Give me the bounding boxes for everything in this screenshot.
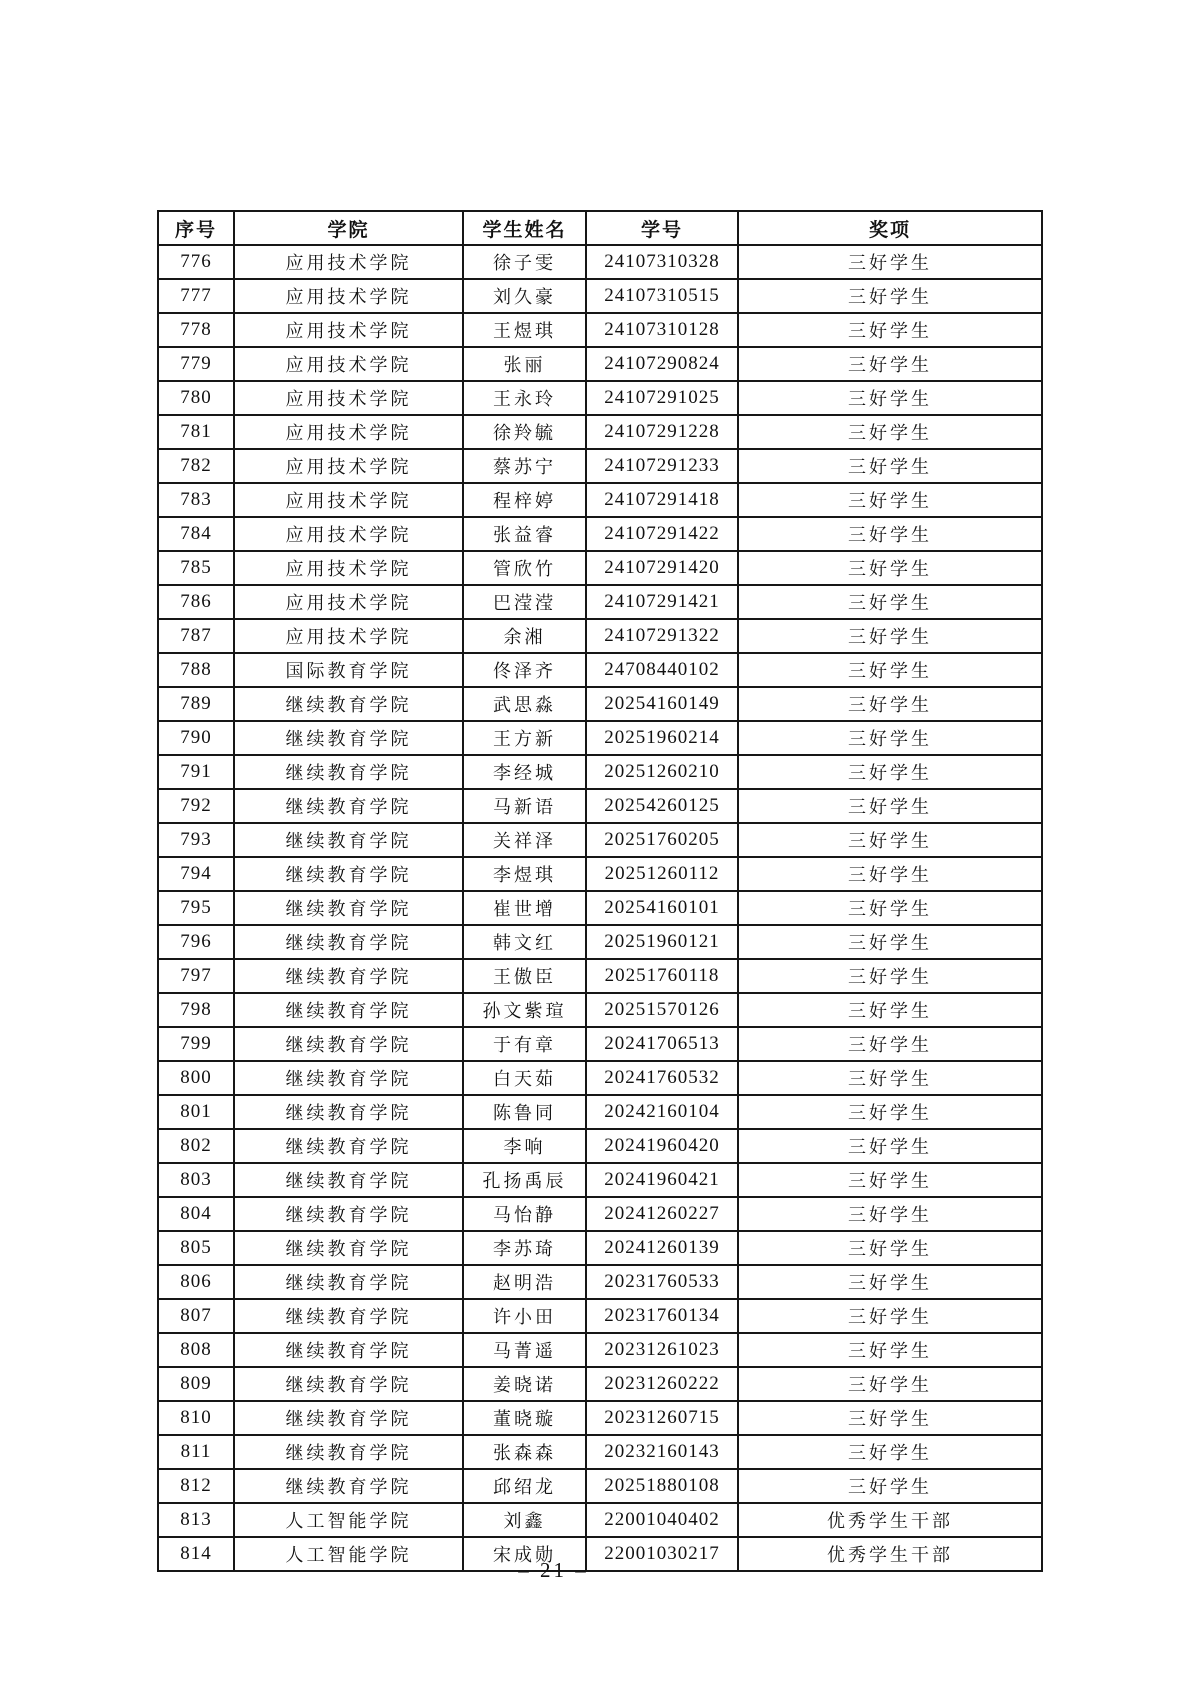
cell-student-id: 22001030217 [586, 1537, 738, 1571]
cell-college: 继续教育学院 [234, 1299, 463, 1333]
table-row [158, 1401, 1042, 1435]
cell-no: 789 [158, 687, 234, 721]
header-cell-no: 序号 [158, 211, 234, 245]
cell-no: 812 [158, 1469, 234, 1503]
table-row [158, 891, 1042, 925]
cell-no: 788 [158, 653, 234, 687]
cell-award: 三好学生 [738, 1197, 1042, 1231]
table-row [158, 585, 1042, 619]
cell-no: 791 [158, 755, 234, 789]
cell-award: 三好学生 [738, 415, 1042, 449]
cell-award: 三好学生 [738, 789, 1042, 823]
cell-student-id: 24107291228 [586, 415, 738, 449]
cell-award: 三好学生 [738, 653, 1042, 687]
cell-student-id: 20232160143 [586, 1435, 738, 1469]
cell-college: 应用技术学院 [234, 517, 463, 551]
table-row [158, 789, 1042, 823]
cell-student-name: 马怡静 [463, 1197, 586, 1231]
table-body [158, 245, 1042, 1571]
cell-student-name: 余湘 [463, 619, 586, 653]
cell-award: 三好学生 [738, 313, 1042, 347]
table-row [158, 1367, 1042, 1401]
cell-student-id: 20251260112 [586, 857, 738, 891]
cell-award: 三好学生 [738, 857, 1042, 891]
cell-college: 应用技术学院 [234, 551, 463, 585]
cell-student-id: 20241260139 [586, 1231, 738, 1265]
header-cell-award: 奖项 [738, 211, 1042, 245]
cell-student-name: 刘鑫 [463, 1503, 586, 1537]
table-row [158, 721, 1042, 755]
cell-college: 应用技术学院 [234, 245, 463, 279]
cell-no: 801 [158, 1095, 234, 1129]
cell-award: 三好学生 [738, 1435, 1042, 1469]
table-row [158, 1163, 1042, 1197]
cell-award: 三好学生 [738, 1367, 1042, 1401]
awards-table [157, 210, 1043, 1572]
cell-no: 785 [158, 551, 234, 585]
cell-student-name: 邱绍龙 [463, 1469, 586, 1503]
cell-student-id: 24107291420 [586, 551, 738, 585]
cell-student-name: 于有章 [463, 1027, 586, 1061]
cell-award: 三好学生 [738, 1401, 1042, 1435]
cell-student-name: 蔡苏宁 [463, 449, 586, 483]
cell-student-id: 20231760533 [586, 1265, 738, 1299]
cell-student-name: 崔世增 [463, 891, 586, 925]
cell-college: 继续教育学院 [234, 755, 463, 789]
cell-no: 807 [158, 1299, 234, 1333]
cell-student-id: 24107291418 [586, 483, 738, 517]
cell-no: 793 [158, 823, 234, 857]
cell-student-name: 白天茹 [463, 1061, 586, 1095]
cell-student-id: 20231261023 [586, 1333, 738, 1367]
cell-student-name: 孔扬禹辰 [463, 1163, 586, 1197]
cell-no: 783 [158, 483, 234, 517]
cell-student-id: 20231260222 [586, 1367, 738, 1401]
table-row [158, 619, 1042, 653]
cell-student-id: 24107291322 [586, 619, 738, 653]
table-row [158, 1129, 1042, 1163]
cell-student-id: 20254160101 [586, 891, 738, 925]
table-row [158, 517, 1042, 551]
table-row [158, 653, 1042, 687]
cell-student-name: 李苏琦 [463, 1231, 586, 1265]
table-header-row [158, 211, 1042, 245]
cell-student-id: 20254260125 [586, 789, 738, 823]
cell-student-name: 徐子雯 [463, 245, 586, 279]
cell-college: 应用技术学院 [234, 381, 463, 415]
cell-college: 继续教育学院 [234, 1367, 463, 1401]
table-row [158, 857, 1042, 891]
cell-no: 781 [158, 415, 234, 449]
cell-no: 798 [158, 993, 234, 1027]
cell-college: 人工智能学院 [234, 1537, 463, 1571]
cell-student-id: 22001040402 [586, 1503, 738, 1537]
cell-college: 人工智能学院 [234, 1503, 463, 1537]
table-row [158, 1197, 1042, 1231]
table-row [158, 313, 1042, 347]
cell-student-id: 20254160149 [586, 687, 738, 721]
cell-college: 继续教育学院 [234, 1231, 463, 1265]
table-row [158, 1469, 1042, 1503]
table-row [158, 1333, 1042, 1367]
cell-no: 776 [158, 245, 234, 279]
cell-award: 三好学生 [738, 517, 1042, 551]
cell-student-id: 20241706513 [586, 1027, 738, 1061]
cell-college: 继续教育学院 [234, 1163, 463, 1197]
cell-student-id: 24107310128 [586, 313, 738, 347]
cell-student-name: 徐羚毓 [463, 415, 586, 449]
cell-award: 三好学生 [738, 925, 1042, 959]
cell-college: 继续教育学院 [234, 789, 463, 823]
cell-no: 808 [158, 1333, 234, 1367]
cell-no: 797 [158, 959, 234, 993]
header-cell-student-name: 学生姓名 [463, 211, 586, 245]
table-row [158, 823, 1042, 857]
cell-no: 806 [158, 1265, 234, 1299]
header-cell-college: 学院 [234, 211, 463, 245]
cell-student-id: 20231260715 [586, 1401, 738, 1435]
table-row [158, 381, 1042, 415]
cell-college: 应用技术学院 [234, 279, 463, 313]
cell-award: 三好学生 [738, 823, 1042, 857]
cell-college: 继续教育学院 [234, 1435, 463, 1469]
cell-college: 继续教育学院 [234, 993, 463, 1027]
cell-award: 三好学生 [738, 1163, 1042, 1197]
cell-no: 794 [158, 857, 234, 891]
cell-college: 继续教育学院 [234, 959, 463, 993]
cell-no: 780 [158, 381, 234, 415]
table-row [158, 483, 1042, 517]
cell-college: 继续教育学院 [234, 1061, 463, 1095]
cell-student-name: 孙文紫瑄 [463, 993, 586, 1027]
table-row [158, 1503, 1042, 1537]
cell-college: 继续教育学院 [234, 721, 463, 755]
cell-award: 三好学生 [738, 1095, 1042, 1129]
cell-college: 继续教育学院 [234, 1027, 463, 1061]
table-row [158, 1095, 1042, 1129]
cell-college: 应用技术学院 [234, 449, 463, 483]
cell-college: 继续教育学院 [234, 1469, 463, 1503]
cell-college: 继续教育学院 [234, 687, 463, 721]
cell-no: 810 [158, 1401, 234, 1435]
cell-student-id: 20231760134 [586, 1299, 738, 1333]
cell-student-name: 佟泽齐 [463, 653, 586, 687]
cell-college: 继续教育学院 [234, 823, 463, 857]
cell-award: 三好学生 [738, 1299, 1042, 1333]
cell-student-name: 宋成勋 [463, 1537, 586, 1571]
cell-no: 799 [158, 1027, 234, 1061]
cell-student-id: 24107290824 [586, 347, 738, 381]
cell-student-name: 程梓婷 [463, 483, 586, 517]
cell-no: 777 [158, 279, 234, 313]
cell-no: 787 [158, 619, 234, 653]
cell-college: 继续教育学院 [234, 891, 463, 925]
table-row [158, 551, 1042, 585]
cell-college: 应用技术学院 [234, 619, 463, 653]
cell-award: 三好学生 [738, 483, 1042, 517]
cell-award: 三好学生 [738, 1333, 1042, 1367]
cell-college: 应用技术学院 [234, 415, 463, 449]
cell-no: 786 [158, 585, 234, 619]
cell-no: 782 [158, 449, 234, 483]
table-row [158, 1435, 1042, 1469]
cell-student-id: 20251880108 [586, 1469, 738, 1503]
cell-college: 应用技术学院 [234, 347, 463, 381]
cell-no: 804 [158, 1197, 234, 1231]
cell-student-id: 20251760205 [586, 823, 738, 857]
cell-student-name: 马新语 [463, 789, 586, 823]
table-row [158, 279, 1042, 313]
table-row [158, 925, 1042, 959]
cell-no: 803 [158, 1163, 234, 1197]
cell-student-id: 20251570126 [586, 993, 738, 1027]
cell-college: 应用技术学院 [234, 313, 463, 347]
table-row [158, 1027, 1042, 1061]
cell-award: 三好学生 [738, 755, 1042, 789]
table-row [158, 347, 1042, 381]
cell-award: 三好学生 [738, 1265, 1042, 1299]
cell-student-id: 20241760532 [586, 1061, 738, 1095]
cell-college: 应用技术学院 [234, 585, 463, 619]
cell-no: 792 [158, 789, 234, 823]
table-row [158, 449, 1042, 483]
table-row [158, 1299, 1042, 1333]
cell-award: 三好学生 [738, 279, 1042, 313]
table-row [158, 1061, 1042, 1095]
cell-college: 应用技术学院 [234, 483, 463, 517]
cell-student-name: 张丽 [463, 347, 586, 381]
cell-student-id: 24107291422 [586, 517, 738, 551]
cell-award: 三好学生 [738, 619, 1042, 653]
cell-no: 813 [158, 1503, 234, 1537]
cell-award: 三好学生 [738, 1061, 1042, 1095]
cell-student-id: 20251760118 [586, 959, 738, 993]
cell-student-name: 马菁遥 [463, 1333, 586, 1367]
cell-student-id: 24107310515 [586, 279, 738, 313]
cell-college: 国际教育学院 [234, 653, 463, 687]
cell-student-name: 姜晓诺 [463, 1367, 586, 1401]
cell-student-id: 24107310328 [586, 245, 738, 279]
cell-student-id: 24107291025 [586, 381, 738, 415]
cell-student-id: 20251960214 [586, 721, 738, 755]
cell-student-id: 20241960420 [586, 1129, 738, 1163]
cell-college: 继续教育学院 [234, 1095, 463, 1129]
cell-award: 三好学生 [738, 1129, 1042, 1163]
cell-student-id: 20251960121 [586, 925, 738, 959]
cell-no: 790 [158, 721, 234, 755]
cell-student-id: 24107291421 [586, 585, 738, 619]
cell-no: 800 [158, 1061, 234, 1095]
cell-award: 三好学生 [738, 347, 1042, 381]
cell-no: 811 [158, 1435, 234, 1469]
cell-no: 802 [158, 1129, 234, 1163]
table-row [158, 1231, 1042, 1265]
cell-student-name: 巴滢滢 [463, 585, 586, 619]
cell-student-name: 陈鲁同 [463, 1095, 586, 1129]
cell-award: 优秀学生干部 [738, 1503, 1042, 1537]
table-row [158, 415, 1042, 449]
table-row [158, 245, 1042, 279]
table-row [158, 687, 1042, 721]
cell-award: 三好学生 [738, 1469, 1042, 1503]
cell-student-name: 王煜琪 [463, 313, 586, 347]
table-row [158, 993, 1042, 1027]
cell-student-name: 刘久豪 [463, 279, 586, 313]
cell-student-name: 许小田 [463, 1299, 586, 1333]
cell-no: 778 [158, 313, 234, 347]
cell-award: 三好学生 [738, 687, 1042, 721]
cell-student-id: 20241960421 [586, 1163, 738, 1197]
cell-student-name: 王永玲 [463, 381, 586, 415]
table-row [158, 1265, 1042, 1299]
cell-student-name: 张森森 [463, 1435, 586, 1469]
cell-award: 三好学生 [738, 381, 1042, 415]
cell-student-name: 王方新 [463, 721, 586, 755]
header-cell-student-id: 学号 [586, 211, 738, 245]
cell-student-name: 张益睿 [463, 517, 586, 551]
cell-award: 三好学生 [738, 1231, 1042, 1265]
cell-no: 796 [158, 925, 234, 959]
cell-no: 779 [158, 347, 234, 381]
cell-no: 809 [158, 1367, 234, 1401]
cell-student-id: 20242160104 [586, 1095, 738, 1129]
table-row [158, 755, 1042, 789]
cell-student-id: 20251260210 [586, 755, 738, 789]
page-number: – 21 – [518, 1558, 589, 1582]
cell-student-name: 李煜琪 [463, 857, 586, 891]
cell-student-id: 24107291233 [586, 449, 738, 483]
cell-no: 805 [158, 1231, 234, 1265]
cell-award: 三好学生 [738, 1027, 1042, 1061]
cell-award: 三好学生 [738, 585, 1042, 619]
cell-student-id: 24708440102 [586, 653, 738, 687]
cell-college: 继续教育学院 [234, 1401, 463, 1435]
cell-student-name: 王傲臣 [463, 959, 586, 993]
cell-college: 继续教育学院 [234, 857, 463, 891]
cell-award: 三好学生 [738, 721, 1042, 755]
cell-award: 优秀学生干部 [738, 1537, 1042, 1571]
cell-college: 继续教育学院 [234, 1265, 463, 1299]
cell-no: 795 [158, 891, 234, 925]
cell-award: 三好学生 [738, 959, 1042, 993]
cell-student-name: 关祥泽 [463, 823, 586, 857]
cell-award: 三好学生 [738, 449, 1042, 483]
cell-college: 继续教育学院 [234, 925, 463, 959]
cell-award: 三好学生 [738, 993, 1042, 1027]
cell-no: 814 [158, 1537, 234, 1571]
cell-student-name: 李响 [463, 1129, 586, 1163]
table-header [158, 211, 1042, 245]
cell-college: 继续教育学院 [234, 1333, 463, 1367]
cell-award: 三好学生 [738, 245, 1042, 279]
cell-no: 784 [158, 517, 234, 551]
cell-award: 三好学生 [738, 891, 1042, 925]
table-row [158, 959, 1042, 993]
cell-student-id: 20241260227 [586, 1197, 738, 1231]
cell-college: 继续教育学院 [234, 1129, 463, 1163]
cell-student-name: 赵明浩 [463, 1265, 586, 1299]
cell-student-name: 武思淼 [463, 687, 586, 721]
cell-college: 继续教育学院 [234, 1197, 463, 1231]
cell-student-name: 管欣竹 [463, 551, 586, 585]
cell-student-name: 韩文红 [463, 925, 586, 959]
cell-student-name: 董晓璇 [463, 1401, 586, 1435]
cell-award: 三好学生 [738, 551, 1042, 585]
cell-student-name: 李经城 [463, 755, 586, 789]
